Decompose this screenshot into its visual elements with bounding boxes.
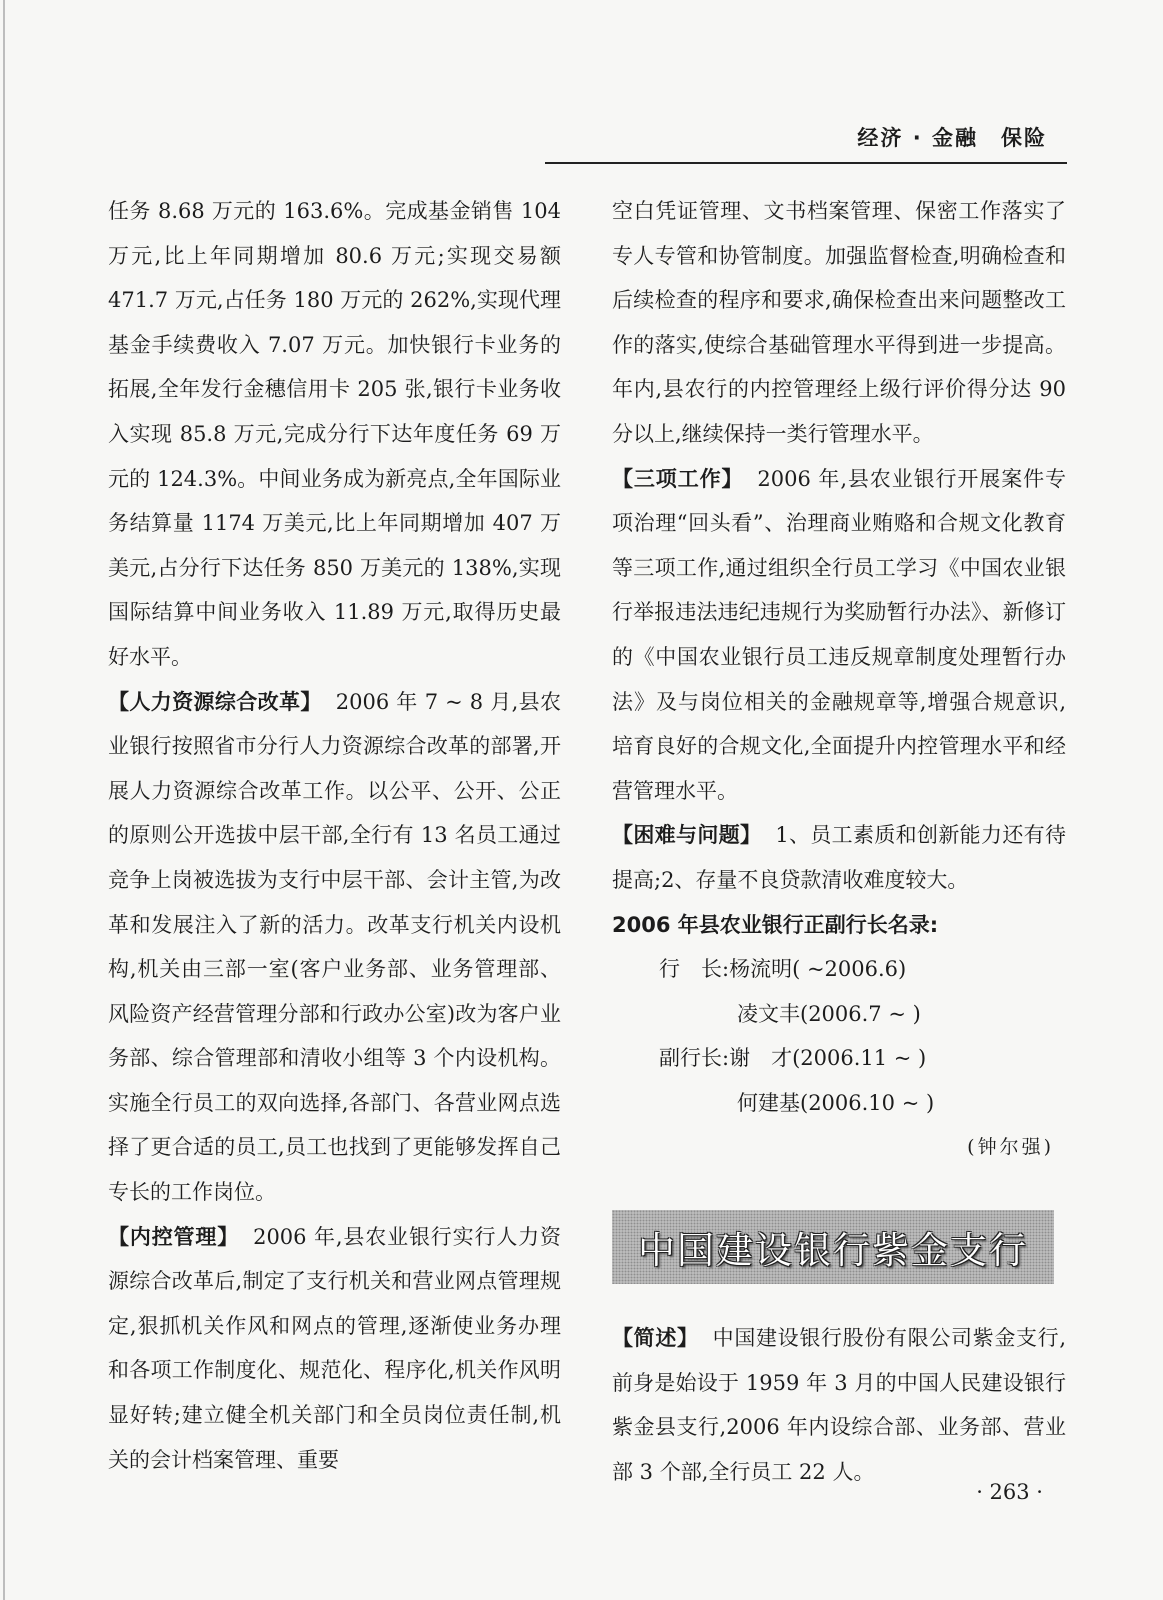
- paragraph-tag: 【困难与问题】: [612, 823, 762, 848]
- leader-entry: 行 长:杨流明( ~2006.6): [659, 957, 907, 982]
- paragraph-text: 任务 8.68 万元的 163.6%。完成基金销售 104 万元,比上年同期增加 80.6 万元;实现交易额 471.7 万元,占任务 180 万元的 262%,实现代理基金手续费收入 7.07 万元。加快银行卡业务的拓展,全年发行金穗信用卡 205 张,银行卡业务收入实现 85.8 万元,完成分行下达年度任务 69 万元的 124.3%。中间业务成为新亮点,全年国际业务结算量 1174 万美元,比上年同期增加 407 万美元,占分行下达任务 850 万美元的 138%,实现国际结算中间业务收入 11.89 万元,取得历史最好水平。: [108, 199, 561, 669]
- overview-section: [612, 1316, 1066, 1494]
- leader-entry: 何建基(2006.10 ~ ): [737, 1090, 935, 1115]
- leaders-list-title: 2006 年县农业银行正副行长名录:: [612, 912, 939, 937]
- paragraph: [612, 189, 1066, 457]
- paragraph-tag: 【简述】: [612, 1326, 699, 1350]
- left-column: [108, 189, 561, 1482]
- section-title: 中国建设银行紫金支行: [638, 1229, 1028, 1272]
- paragraph-text: 2006 年,县农业银行实行人力资源综合改革后,制定了支行机关和营业网点管理规定,狠抓机关作风和网点的管理,逐渐使业务办理和各项工作制度化、规范化、程序化,机关作风明显好转;建立健全机关部门和全员岗位责任制,机关的会计档案管理、重要: [108, 1224, 562, 1472]
- header-section-title: 经济 · 金融 保险: [857, 126, 1047, 150]
- running-header: [545, 118, 1067, 164]
- paragraph-text: 1、员工素质和创新能力还有待提高;2、存量不良贷款清收难度较大。: [612, 823, 1066, 892]
- leader-entry: 副行长:谢 才(2006.11 ~ ): [659, 1046, 927, 1071]
- paragraph-tag: 【三项工作】: [612, 466, 744, 491]
- paragraph-text: 2006 年,县农业银行开展案件专项治理“回头看”、治理商业贿赂和合规文化教育等三项工作,通过组织全行员工学习《中国农业银行举报违法违纪违规行为奖励暂行办法》、新修订的《中国农业银行员工违反规章制度处理暂行办法》及与岗位相关的金融规章等,增强合规意识,培育良好的合规文化,全面提升内控管理水平和经营管理水平。: [612, 466, 1067, 803]
- paragraph-text: 空白凭证管理、文书档案管理、保密工作落实了专人专管和协管制度。加强监督检查,明确检查和后续检查的程序和要求,确保检查出来问题整改工作的落实,使综合基础管理水平得到进一步提高。年内,县农行的内控管理经上级行评价得分达 90 分以上,继续保持一类行管理水平。: [612, 199, 1066, 446]
- paragraph-difficulties: [612, 813, 1066, 902]
- paragraph-tag: 【人力资源综合改革】: [108, 689, 322, 714]
- paragraph-text: 2006 年 7 ~ 8 月,县农业银行按照省市分行人力资源综合改革的部署,开展人力资源综合改革工作。以公平、公开、公正的原则公开选拔中层干部,全行有 13 名员工通过竞争上岗被选拔为支行中层干部、会计主管,为改革和发展注入了新的活力。改革支行机关内设机构,机关由三部一室(客户业务部、业务管理部、风险资产经营管理分部和行政办公室)改为客户业务部、综合管理部和清收小组等 3 个内设机构。实施全行员工的双向选择,各部门、各营业网点选择了更合适的员工,员工也找到了更能够发挥自己专长的工作岗位。: [108, 689, 562, 1205]
- paragraph: [108, 189, 561, 680]
- paragraph-tag: 【内控管理】: [108, 1224, 240, 1249]
- paragraph-overview: [612, 1316, 1066, 1494]
- paragraph-three-tasks: [612, 457, 1066, 814]
- paragraph-hr-reform: [108, 680, 561, 1215]
- page-edge-line: [3, 0, 5, 1600]
- right-column: [612, 189, 1066, 1170]
- page-number: · 263 ·: [976, 1480, 1043, 1504]
- author-credit: (钟尔强): [967, 1136, 1054, 1159]
- paragraph-internal-control: [108, 1215, 561, 1483]
- paragraph-text: 中国建设银行股份有限公司紫金支行,前身是始设于 1959 年 3 月的中国人民建设银行紫金县支行,2006 年内设综合部、业务部、营业部 3 个部,全行员工 22 人。: [612, 1326, 1066, 1484]
- leader-entry: 凌文丰(2006.7 ~ ): [737, 1001, 921, 1026]
- section-banner: [612, 1210, 1054, 1284]
